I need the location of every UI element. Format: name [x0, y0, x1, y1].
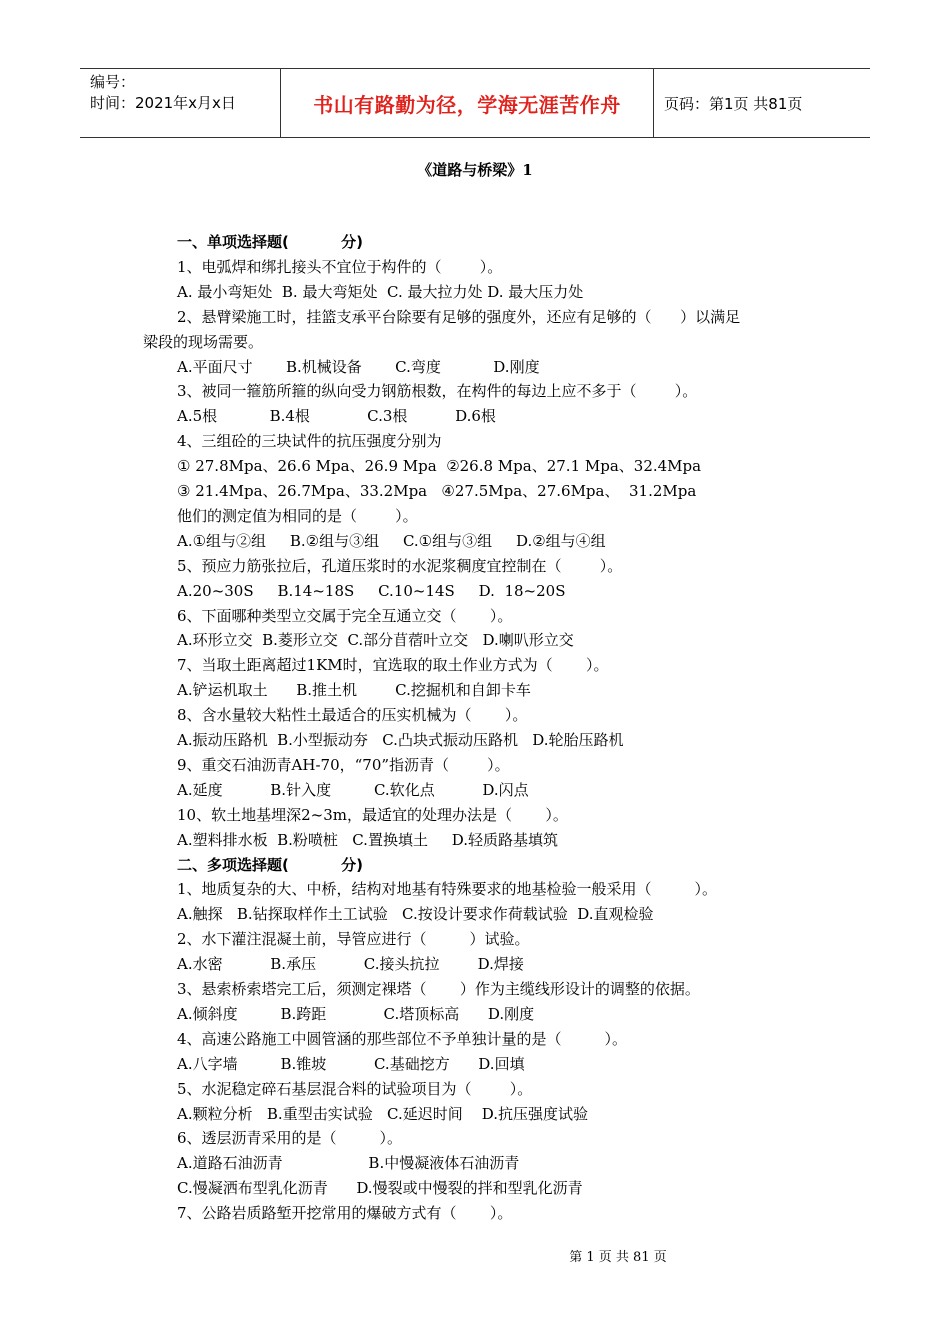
question-line: A.平面尺寸 B.机械设备 C.弯度 D.刚度	[177, 357, 540, 376]
question-line: A.20~30S B.14~18S C.10~14S D. 18~20S	[177, 581, 566, 600]
header-left	[80, 69, 280, 137]
question-line: A.水密 B.承压 C.接头抗拉 D.焊接	[177, 955, 524, 974]
section-heading: 一、单项选择题( 分)	[177, 233, 363, 251]
question-line: A.5根 B.4根 C.3根 D.6根	[177, 407, 496, 426]
question-line: 4、三组砼的三块试件的抗压强度分别为	[177, 432, 442, 451]
page-header	[80, 68, 870, 138]
question-line: A.塑料排水板 B.粉喷桩 C.置换填土 D.轻质路基填筑	[177, 830, 559, 849]
question-line: A. 最小弯矩处 B. 最大弯矩处 C. 最大拉力处 D. 最大压力处	[177, 282, 584, 301]
question-line: C.慢凝洒布型乳化沥青 D.慢裂或中慢裂的拌和型乳化沥青	[177, 1179, 583, 1198]
question-line: 2、悬臂梁施工时，挂篮支承平台除要有足够的强度外，还应有足够的（ ）以满足	[177, 307, 741, 326]
question-line: A.延度 B.针入度 C.软化点 D.闪点	[177, 780, 529, 799]
question-line: A.倾斜度 B.跨距 C.塔顶标高 D.刚度	[177, 1004, 535, 1023]
question-line: 7、当取土距离超过1KM时，宜选取的取土作业方式为（ ）。	[177, 656, 609, 675]
question-line: A.①组与②组 B.②组与③组 C.①组与③组 D.②组与④组	[177, 531, 606, 550]
question-line: 9、重交石油沥青AH-70，“70”指沥青（ ）。	[177, 755, 510, 774]
question-line: 3、悬索桥索塔完工后，须测定裸塔（ ）作为主缆线形设计的调整的依据。	[177, 980, 700, 998]
question-line: ③ 21.4Mpa、26.7Mpa、33.2Mpa ④27.5Mpa、27.6Mpa、 31.2Mpa	[177, 482, 697, 500]
question-line: 4、高速公路施工中圆管涵的那些部位不予单独计量的是（ ）。	[177, 1029, 627, 1048]
question-line: 3、被同一箍筋所箍的纵向受力钢筋根数，在构件的每边上应不多于（ ）。	[177, 382, 698, 401]
question-line: A.道路石油沥青 B.中慢凝液体石油沥青	[177, 1154, 520, 1173]
question-line: 梁段的现场需要。	[143, 332, 264, 351]
question-line: 他们的测定值为相同的是（ ）。	[177, 506, 418, 525]
question-line: A.振动压路机 B.小型振动夯 C.凸块式振动压路机 D.轮胎压路机	[177, 731, 624, 749]
question-line: 1、地质复杂的大、中桥，结构对地基有特殊要求的地基检验一般采用（ ）。	[177, 880, 717, 899]
question-line: 1、电弧焊和绑扎接头不宜位于构件的（ ）。	[177, 257, 503, 276]
page-footer: 第 1 页 共 81 页	[569, 1250, 667, 1265]
question-line: 5、水泥稳定碎石基层混合料的试验项目为（ ）。	[177, 1079, 533, 1098]
question-line: A.触探 B.钻探取样作土工试验 C.按设计要求作荷载试验 D.直观检验	[177, 905, 654, 924]
question-line: 8、含水量较大粘性土最适合的压实机械为（ ）。	[177, 706, 528, 725]
question-line: 6、透层沥青采用的是（ ）。	[177, 1129, 402, 1148]
question-line: 6、下面哪种类型立交属于完全互通立交（ ）。	[177, 606, 513, 625]
question-line: 7、公路岩质路堑开挖常用的爆破方式有（ ）。	[177, 1204, 513, 1223]
header-motto-cell	[280, 69, 654, 137]
question-line: A.环形立交 B.菱形立交 C.部分苜蓿叶立交 D.喇叭形立交	[177, 631, 574, 650]
question-line: 10、软土地基埋深2~3m，最适宜的处理办法是（ ）。	[177, 805, 568, 824]
question-line: 5、预应力筋张拉后，孔道压浆时的水泥浆稠度宜控制在（ ）。	[177, 556, 623, 575]
date-label: 时间：2021年x月x日	[90, 94, 236, 112]
question-line: ① 27.8Mpa、26.6 Mpa、26.9 Mpa ②26.8 Mpa、27.1 Mpa、32.4Mpa	[177, 457, 702, 476]
motto-text: 书山有路勤为径，学海无涯苦作舟	[313, 92, 621, 117]
number-label: 编号：	[90, 73, 136, 91]
page-info-text: 页码：第1页 共81页	[664, 94, 803, 113]
question-line: 2、水下灌注混凝土前，导管应进行（ ）试验。	[177, 930, 530, 949]
question-line: A.铲运机取土 B.推土机 C.挖掘机和自卸卡车	[177, 681, 531, 700]
section-heading: 二、多项选择题( 分)	[177, 855, 363, 874]
question-line: A.颗粒分析 B.重型击实试验 C.延迟时间 D.抗压强度试验	[177, 1104, 589, 1123]
header-page-info	[654, 69, 870, 137]
question-line: A.八字墙 B.锥坡 C.基础挖方 D.回填	[177, 1054, 525, 1073]
document-title: 《道路与桥梁》1	[417, 161, 533, 179]
